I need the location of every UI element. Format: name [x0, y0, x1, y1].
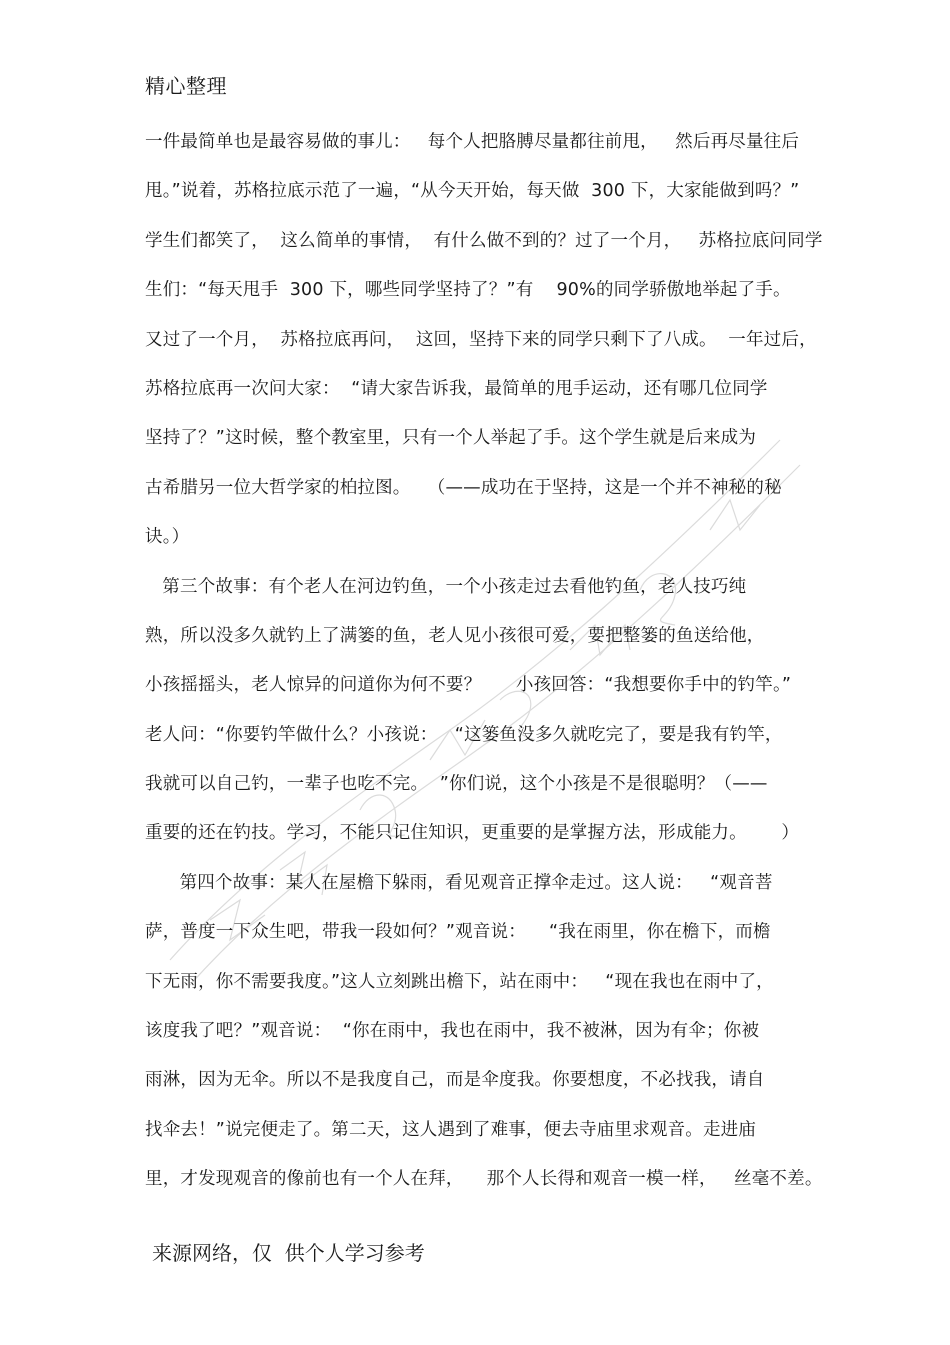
- text-line: 里，才发现观音的像前也有一个人在拜， 那个人长得和观音一模一样， 丝毫不差。: [145, 1169, 823, 1190]
- text-line: 生们：“每天甩手 300 下，哪些同学坚持了？”有 90%的同学骄傲地举起了手。: [145, 280, 791, 301]
- text-line: 小孩摇摇头，老人惊异的问道你为何不要？ 小孩回答：“我想要你手中的钓竿。”: [145, 675, 792, 696]
- story-body: [145, 124, 823, 1211]
- page-footer: 来源网络，仅 供个人学习参考: [152, 1241, 425, 1265]
- text-line: 坚持了？”这时候，整个教室里，只有一个人举起了手。这个学生就是后来成为: [145, 428, 757, 449]
- text-line: 下无雨，你不需要我度。”这人立刻跳出檐下，站在雨中： “现在我也在雨中了，: [145, 971, 774, 992]
- text-line: 又过了一个月， 苏格拉底再问， 这回，坚持下来的同学只剩下了八成。 一年过后，: [145, 329, 817, 350]
- text-line: 诀。）: [145, 527, 190, 548]
- text-line: 熟，所以没多久就钓上了满篓的鱼，老人见小孩很可爱，要把整篓的鱼送给他，: [145, 625, 765, 646]
- text-line: 找伞去！”说完便走了。第二天，这人遇到了难事，便去寺庙里求观音。走进庙: [145, 1119, 757, 1140]
- text-line: 第三个故事：有个老人在河边钓鱼，一个小孩走过去看他钓鱼，老人技巧纯: [145, 576, 747, 597]
- text-line: 重要的还在钓技。学习，不能只记住知识，更重要的是掌握方法，形成能力。 ）: [145, 823, 800, 844]
- text-line: 雨淋，因为无伞。所以不是我度自己，而是伞度我。你要想度，不必找我，请自: [145, 1070, 765, 1091]
- text-line: 苏格拉底再一次问大家： “请大家告诉我，最简单的甩手运动，还有哪几位同学: [145, 378, 768, 399]
- page-header: 精心整理: [145, 74, 227, 98]
- text-line: 第四个故事：某人在屋檐下躲雨，看见观音正撑伞走过。这人说： “观音菩: [145, 872, 773, 893]
- text-line: 老人问：“你要钓竿做什么？小孩说： “这篓鱼没多久就吃完了，要是我有钓竿，: [145, 724, 783, 745]
- text-line: 学生们都笑了， 这么简单的事情， 有什么做不到的？过了一个月， 苏格拉底问同学: [145, 230, 823, 251]
- text-line: 甩。”说着，苏格拉底示范了一遍，“从今天开始，每天做 300 下，大家能做到吗？”: [145, 181, 800, 202]
- text-line: 我就可以自己钓，一辈子也吃不完。 ”你们说，这个小孩是不是很聪明？（——: [145, 774, 768, 795]
- text-line: 萨，普度一下众生吧，带我一段如何？”观音说： “我在雨里，你在檐下，而檐: [145, 922, 771, 943]
- text-line: 古希腊另一位大哲学家的柏拉图。 （——成功在于坚持，这是一个并不神秘的秘: [145, 477, 782, 498]
- text-line: 一件最简单也是最容易做的事儿： 每个人把胳膊尽量都往前甩， 然后再尽量往后: [145, 132, 800, 152]
- text-line: 该度我了吧？”观音说： “你在雨中，我也在雨中，我不被淋，因为有伞；你被: [145, 1021, 760, 1042]
